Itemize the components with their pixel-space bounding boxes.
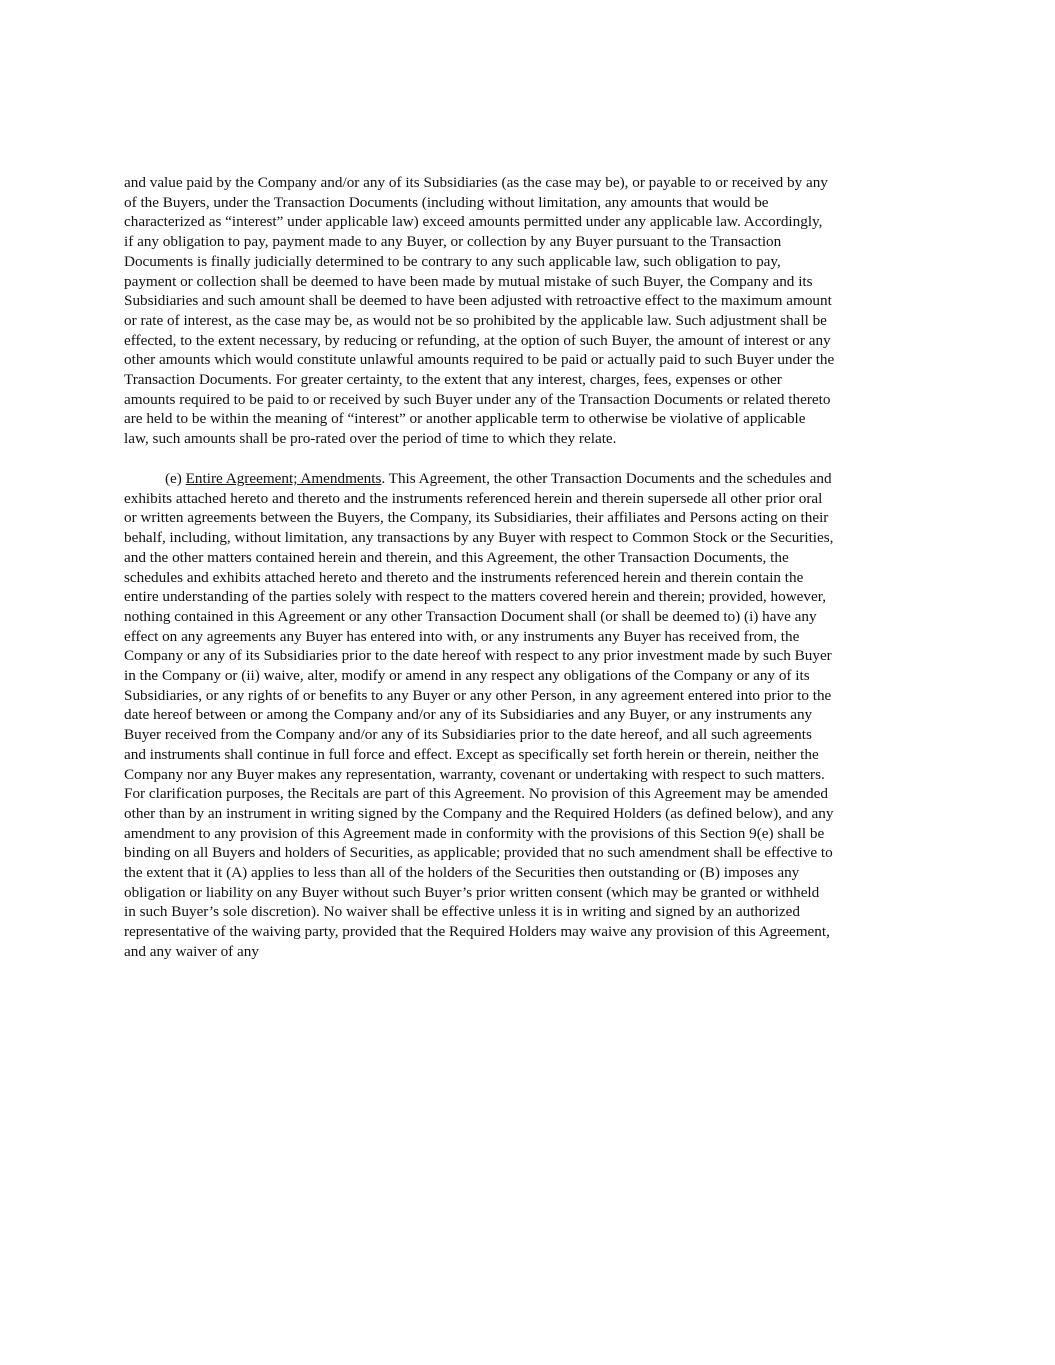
- text-line: in the Company or (ii) waive, alter, modify or amend in any respect any obligations of the Company or any of its: [124, 667, 810, 685]
- text-line: obligation or liability on any Buyer without such Buyer’s prior written consent (which may be granted or withheld: [124, 883, 820, 901]
- text-line: Company or any of its Subsidiaries prior to the date hereof with respect to any prior investment made by such Buyer: [124, 647, 832, 665]
- section-heading: Entire Agreement; Amendments: [185, 470, 382, 487]
- text-line: nothing contained in this Agreement or any other Transaction Document shall (or shall be deemed to) (i) have any: [124, 607, 817, 625]
- text-line: Subsidiaries, or any rights of or benefits to any Buyer or any other Person, in any agreement entered into prior to the: [124, 686, 832, 704]
- text-line: of the Buyers, under the Transaction Documents (including without limitation, any amounts that would be: [124, 193, 769, 211]
- text-line: For clarification purposes, the Recitals are part of this Agreement. No provision of this Agreement may be amended: [124, 785, 828, 803]
- text-line: Company nor any Buyer makes any representation, warranty, covenant or undertaking with respect to such matters.: [124, 765, 825, 783]
- text-line: other than by an instrument in writing signed by the Company and the Required Holders (as defined below), and any: [124, 804, 834, 822]
- text-line: or rate of interest, as the case may be, as would not be so prohibited by the applicable law. Such adjustment shall be: [124, 311, 827, 329]
- text-line: or written agreements between the Buyers, the Company, its Subsidiaries, their affiliates and Persons acting on their: [124, 509, 829, 527]
- text-line: in such Buyer’s sole discretion). No waiver shall be effective unless it is in writing and signed by an authorized: [124, 903, 800, 921]
- text-line: are held to be within the meaning of “interest” or another applicable term to otherwise be violative of applicable: [124, 410, 806, 428]
- section-number: (e): [165, 470, 186, 487]
- text-line: law, such amounts shall be pro-rated over the period of time to which they relate.: [124, 430, 617, 448]
- text-line: Buyer received from the Company and/or any of its Subsidiaries prior to the date hereof, and all such agreements: [124, 726, 812, 744]
- text-line-rest: . This Agreement, the other Transaction Documents and the schedules and: [381, 470, 832, 487]
- text-line: amounts required to be paid to or received by such Buyer under any of the Transaction Documents or related thereto: [124, 390, 831, 408]
- text-line: payment or collection shall be deemed to have been made by mutual mistake of such Buyer, the Company and its: [124, 272, 813, 290]
- paragraph-interest-limitation: [124, 173, 932, 449]
- text-line: behalf, including, without limitation, any transactions by any Buyer with respect to Common Stock or the Securities,: [124, 529, 834, 547]
- paragraph-entire-agreement: [124, 469, 932, 962]
- text-line: schedules and exhibits attached hereto and thereto and the instruments referenced herein and therein contain the: [124, 568, 804, 586]
- text-line: other amounts which would constitute unlawful amounts required to be paid or actually paid to such Buyer under the: [124, 351, 835, 369]
- text-line: and instruments shall continue in full force and effect. Except as specifically set forth herein or therein, neither the: [124, 745, 819, 763]
- text-line: effected, to the extent necessary, by reducing or refunding, at the option of such Buyer, the amount of interest or any: [124, 331, 831, 349]
- text-line: the extent that it (A) applies to less than all of the holders of the Securities then outstanding or (B) imposes any: [124, 864, 800, 882]
- text-line: Documents is finally judicially determined to be contrary to any such applicable law, such obligation to pay,: [124, 252, 781, 270]
- text-line: date hereof between or among the Company and/or any of its Subsidiaries and any Buyer, or any instruments any: [124, 706, 813, 724]
- text-line: binding on all Buyers and holders of Securities, as applicable; provided that no such amendment shall be effective to: [124, 844, 833, 862]
- text-line: and value paid by the Company and/or any of its Subsidiaries (as the case may be), or payable to or received by any: [124, 174, 828, 191]
- text-line: amendment to any provision of this Agreement made in conformity with the provisions of this Section 9(e) shall be: [124, 824, 825, 842]
- text-line: exhibits attached hereto and thereto and the instruments referenced herein and therein supersede all other prior oral: [124, 489, 823, 507]
- text-line: Subsidiaries and such amount shall be deemed to have been adjusted with retroactive effect to the maximum amount: [124, 292, 832, 310]
- text-line: representative of the waiving party, provided that the Required Holders may waive any provision of this Agreement,: [124, 923, 830, 941]
- text-line: Transaction Documents. For greater certainty, to the extent that any interest, charges, fees, expenses or other: [124, 371, 782, 389]
- text-line: and any waiver of any: [124, 942, 259, 960]
- text-line: entire understanding of the parties solely with respect to the matters covered herein and therein; provided, however,: [124, 588, 826, 606]
- text-line: effect on any agreements any Buyer has entered into with, or any instruments any Buyer has received from, the: [124, 627, 800, 645]
- text-line: if any obligation to pay, payment made to any Buyer, or collection by any Buyer pursuant to the Transaction: [124, 233, 782, 251]
- text-line: characterized as “interest” under applicable law) exceed amounts permitted under any applicable law. Accordingly,: [124, 213, 823, 231]
- text-line: and the other matters contained herein and therein, and this Agreement, the other Transaction Documents, the: [124, 548, 789, 566]
- text-line-first: [124, 469, 932, 489]
